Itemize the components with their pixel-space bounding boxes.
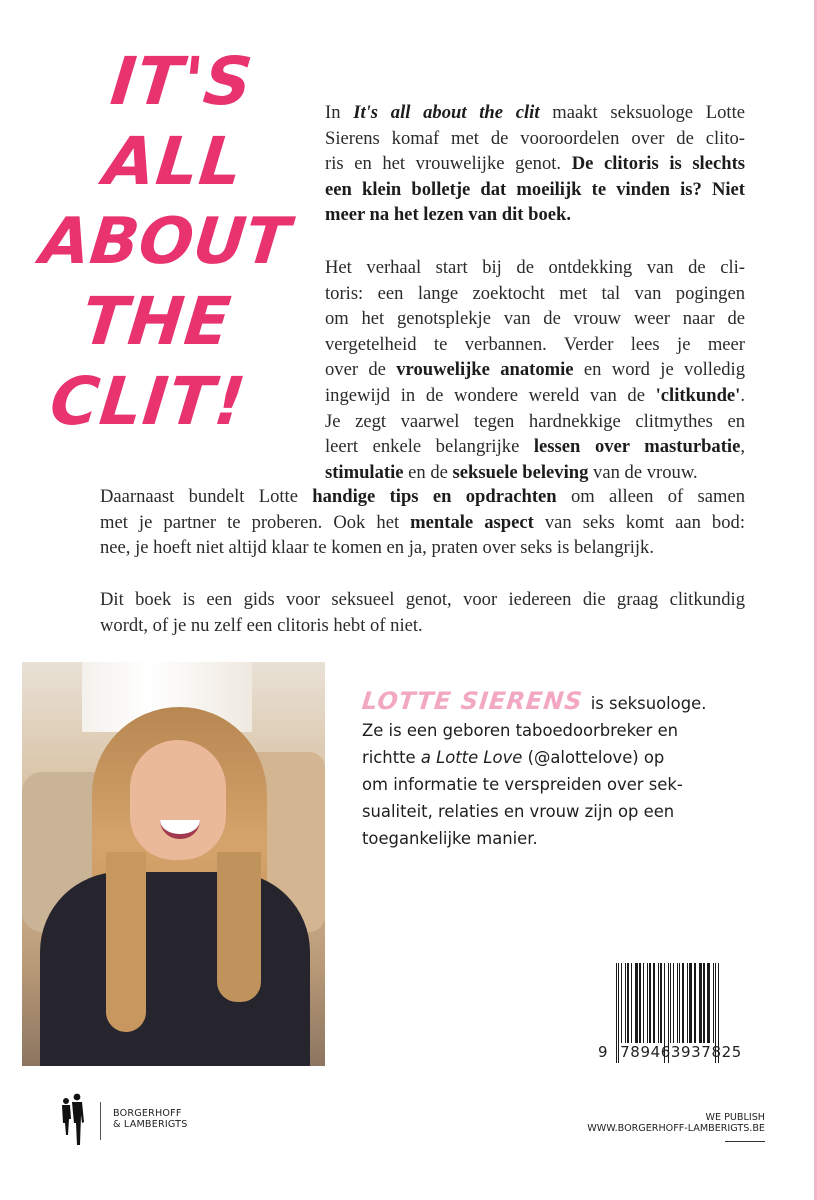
publisher-logo — [58, 1092, 218, 1152]
text-line: nee, je hoeft niet altijd klaar te komen en ja, praten over seks is belangrijk. — [100, 537, 654, 559]
bio-line: toegankelijke manier. — [362, 829, 538, 848]
title-line: ALL — [100, 123, 247, 200]
author-bio — [362, 688, 747, 852]
text-line: Daarnaast bundelt Lotte handige tips en opdrachten om alleen of samen — [100, 486, 746, 507]
text-line: stimulatie en de seksuele beleving van de vrouw. — [325, 461, 698, 483]
text-line: over de vrouwelijke anatomie en word je volledig — [325, 359, 745, 381]
publisher-info — [587, 1112, 765, 1142]
text-line: Dit boek is een gids voor seksueel genot, voor iedereen die graag clitkundig — [100, 589, 745, 610]
logo-divider — [100, 1102, 101, 1140]
barcode-bar — [625, 963, 626, 1043]
publisher-name-line-1: BORGERHOFF — [113, 1108, 182, 1119]
author-photo — [22, 662, 325, 1066]
photo-sweater — [40, 872, 310, 1066]
barcode-bar — [673, 963, 674, 1043]
text-line: met je partner te proberen. Ook het mentale aspect van seks komt aan bod: — [100, 511, 745, 533]
publisher-tagline: WE PUBLISH — [705, 1112, 765, 1123]
barcode-bar — [643, 963, 644, 1043]
text-line: ris en het vrouwelijke genot. De clitoris is slechts — [325, 153, 746, 175]
text-line: leert enkele belangrijke lessen over masturbatie, — [325, 436, 745, 458]
barcode-bar — [699, 963, 702, 1043]
publisher-name — [113, 1108, 188, 1130]
barcode-bar — [670, 963, 671, 1043]
barcode-bar — [635, 963, 638, 1043]
text-line: Sierens komaf met de vooroordelen over de clito- — [325, 127, 745, 149]
title-line: THE — [78, 283, 235, 360]
bio-line: sualiteit, relaties en vrouw zijn op een — [362, 802, 675, 821]
publisher-name-line-2: & LAMBERIGTS — [113, 1119, 188, 1130]
text-line: om het genotsplekje van de vrouw weer naar de — [325, 308, 745, 330]
barcode-bar — [679, 963, 680, 1043]
barcode-bar — [639, 963, 641, 1043]
barcode-bar — [647, 963, 648, 1043]
barcode-bar — [621, 963, 622, 1043]
text-line: wordt, of je nu zelf een clitoris hebt of niet. — [100, 614, 423, 636]
bio-line-text: is seksuologe. — [590, 694, 707, 713]
title-line: ABOUT — [36, 205, 294, 279]
text-line: meer na het lezen van dit boek. — [325, 204, 572, 226]
barcode-number: 789463937825 — [620, 1043, 742, 1061]
barcode-bar — [631, 963, 632, 1043]
bio-line: Ze is een geboren taboedoorbreker en — [362, 721, 679, 740]
barcode-first-digit: 9 — [598, 1043, 609, 1061]
walking-figures-icon — [58, 1092, 88, 1152]
publisher-underline — [725, 1141, 765, 1142]
text-line: een klein bolletje dat moeilijk te vinden is? Niet — [325, 178, 745, 200]
text-line: In It's all about the clit maakt seksuologe Lotte — [325, 102, 746, 123]
isbn-barcode — [598, 963, 746, 1061]
barcode-bar — [627, 963, 629, 1043]
title-line: IT'S — [107, 43, 257, 120]
barcode-bar — [689, 963, 692, 1043]
barcode-digits — [598, 1043, 748, 1061]
text-line: vergetelheid te verbannen. Verder lees je meer — [325, 333, 745, 355]
text-line: Je zegt vaarwel tegen hardnekkige clitmythes en — [325, 410, 745, 432]
photo-hair-front-right — [217, 852, 261, 1002]
publisher-website[interactable]: WWW.BORGERHOFF-LAMBERIGTS.BE — [587, 1123, 765, 1134]
barcode-bar — [682, 963, 684, 1043]
barcode-bar — [658, 963, 659, 1043]
barcode-bar — [703, 963, 705, 1043]
text-line: toris: een lange zoektocht met tal van pogingen — [325, 282, 745, 304]
photo-hair-front-left — [106, 852, 146, 1032]
barcode-bar — [694, 963, 696, 1043]
blurb-paragraph-2-narrow — [325, 255, 745, 485]
text-line: Het verhaal start bij de ontdekking van de cli- — [325, 257, 745, 278]
blurb-paragraph-2-wide — [100, 484, 745, 561]
barcode-bar — [677, 963, 678, 1043]
barcode-bar — [660, 963, 662, 1043]
book-title — [19, 42, 311, 442]
blurb-paragraph-3 — [100, 587, 745, 638]
blurb-paragraph-1 — [325, 100, 745, 228]
bio-first-line — [362, 688, 747, 717]
text-line: ingewijd in de wondere wereld van de 'clitkunde'. — [325, 384, 745, 406]
bio-line: om informatie te verspreiden over sek- — [362, 775, 683, 794]
photo-face — [130, 740, 226, 860]
title-line: CLIT! — [46, 363, 250, 440]
barcode-bar — [653, 963, 655, 1043]
barcode-bar — [707, 963, 710, 1043]
barcode-bar — [687, 963, 688, 1043]
author-name: LOTTE SIERENS — [360, 687, 585, 715]
barcode-bar — [649, 963, 651, 1043]
bio-line: richtte a Lotte Love (@alottelove) op — [362, 748, 665, 767]
barcode-bar — [713, 963, 714, 1043]
